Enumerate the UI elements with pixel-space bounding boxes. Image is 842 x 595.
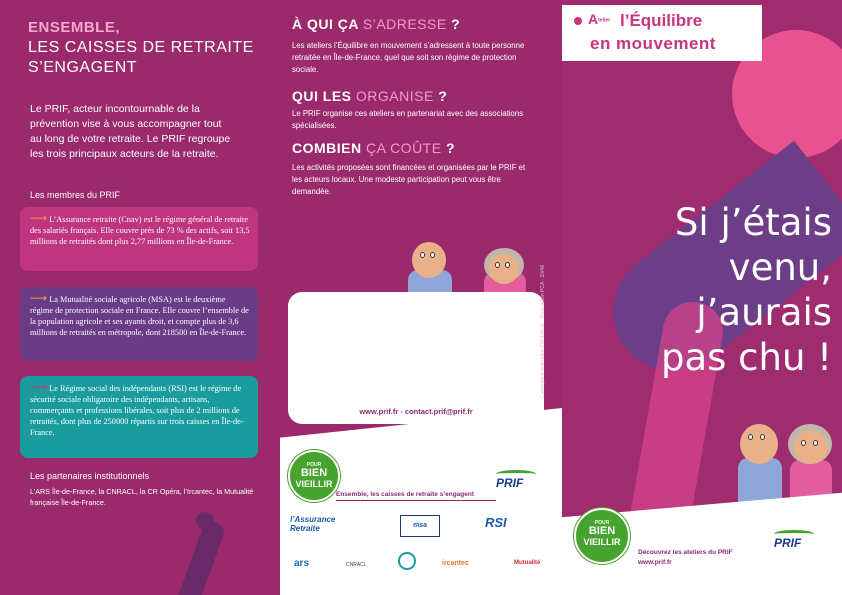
cover-pbv-logo: [574, 508, 630, 564]
pbv-bien: BIEN: [300, 467, 328, 479]
heading-cost-a: COMBIEN: [292, 140, 366, 156]
atelier-a: [588, 11, 610, 27]
msa-logo: msa: [400, 515, 440, 537]
cover-man-character: [732, 420, 788, 510]
ars-logo: ars: [294, 558, 310, 569]
heading-cost-c: ?: [441, 140, 456, 156]
man-character: [400, 240, 460, 300]
discover-line: Découvrez les ateliers du PRIF: [638, 549, 733, 556]
cover-prif-logo: [774, 530, 814, 550]
title-line1: ENSEMBLE,: [28, 19, 121, 36]
credit-line: Conception réalisation FARMAGE - Réalisation PCA - 10/48: [540, 265, 546, 398]
pbv-pour: POUR: [306, 462, 322, 468]
middle-panel: [280, 0, 562, 595]
atelier-title-block: [562, 5, 762, 61]
mutualite-logo: Mutualité: [514, 560, 541, 566]
decorative-figure: [175, 519, 226, 595]
member-text-msa: La Mutualité sociale agricole (MSA) est le deuxième régime de protection sociale en France. Elle couvre l’ensemble de la population agricole et ses ayants droit, et compte plus de 3,6 millions de retraités en métropole, dont 218500 en Île-de-France.: [30, 295, 249, 337]
cover-pbv-pour: POUR: [594, 520, 610, 526]
member-text-cnav: L’Assurance retraite (Cnav) est le régime général de retraite des salariés français. Elle couvre près de 73 % des actifs, soit 13,5 millions de retraités dont plus 2,77 millions en Île-de-France.: [30, 215, 250, 246]
text-organiser: Le PRIF organise ces ateliers en partenariat avec des associations spécialisées.: [292, 109, 523, 130]
heading-who: [292, 16, 460, 32]
heading-cost: [292, 140, 455, 156]
cover-panel: [562, 0, 842, 595]
cover-pbv-vieillir: VIEILLIR: [583, 537, 621, 547]
member-box-msa: [20, 287, 258, 361]
partners-heading: Les partenaires institutionnels: [30, 471, 150, 481]
cnracl-logo: CNRACL: [346, 562, 367, 568]
heading-org-b: ORGANISE: [355, 88, 434, 104]
slogan: [592, 200, 832, 380]
slogan-line4: pas chu !: [660, 336, 832, 379]
discover-url[interactable]: www.prif.fr: [638, 559, 672, 566]
cover-pbv-bien: BIEN: [588, 525, 616, 537]
discover-text: [638, 548, 733, 568]
address-box: [288, 292, 544, 424]
rsi-logo: RSI: [485, 515, 507, 530]
slogan-line3: j’aurais: [696, 291, 832, 334]
atelier-letter: A: [588, 11, 599, 27]
arrow-icon: ⟶: [30, 291, 48, 305]
heading-who-c: ?: [446, 16, 461, 32]
panel1-title: [28, 18, 268, 78]
tagline-rule: [336, 500, 496, 501]
slogan-line1: Si j’étais: [674, 201, 832, 244]
heading-org-a: QUI LES: [292, 88, 356, 104]
members-heading: Les membres du PRIF: [30, 190, 121, 200]
text-who: Les ateliers l’Équilibre en mouvement s’adressent à toute personne retraitée en Île-de-France, quel que soit son régime de protection sociale.: [292, 41, 525, 74]
assurance-retraite-logo: l’Assurance Retraite: [290, 515, 336, 533]
slogan-line2: venu,: [728, 246, 832, 289]
title-equilibre: l’Équilibre: [620, 11, 703, 30]
heading-cost-b: ÇA COÛTE: [366, 140, 442, 156]
arrow-icon: ⟶: [30, 211, 48, 225]
intro-text: Le PRIF, acteur incontournable de la prévention vise à vous accompagner tout au long de votre retraite. Le PRIF regroupe les trois principaux acteurs de la retraite.: [30, 103, 231, 160]
cover-prif-text: PRIF: [774, 536, 802, 550]
partners-text: L’ARS Île-de-France, la CNRACL, la CR Opéra, l’Ircantec, la Mutualité française Île-de-France.: [30, 487, 254, 507]
pbv-vieillir: VIEILLIR: [295, 479, 333, 489]
title-line2: LES CAISSES DE RETRAITE: [28, 39, 254, 56]
member-box-cnav: [20, 207, 258, 271]
left-panel: [0, 0, 280, 595]
contact-url[interactable]: www.prif.fr - contact.prif@prif.fr: [359, 407, 473, 416]
atelier-small-text: telier: [598, 17, 611, 24]
prif-logo-text: PRIF: [496, 476, 524, 490]
member-text-rsi: Le Régime social des indépendants (RSI) est le régime de sécurité sociale obligatoire des indépendants, artisans, commerçants et professions libérales, soit plus de 2 millions de retraités, dont plus de 250000 répartis sur trois caisses en Île-de-France.: [30, 384, 244, 437]
heading-who-b: S’ADRESSE: [362, 16, 447, 32]
arrow-icon: ⟶: [30, 380, 48, 394]
heading-organiser: [292, 88, 447, 104]
ensemble-tagline: Ensemble, les caisses de retraite s’engagent: [336, 491, 475, 498]
member-box-rsi: [20, 376, 258, 458]
ircantec-logo: ircantec: [442, 560, 469, 567]
title-line3: S’ENGAGENT: [28, 59, 138, 76]
heading-who-a: À QUI ÇA: [292, 16, 363, 32]
pour-bien-vieillir-logo: [288, 450, 340, 502]
text-cost: Les activités proposées sont financées et organisées par le PRIF et les acteurs locaux. Une modeste participation peut vous être demandée.: [292, 163, 526, 196]
title-en-mouvement: en mouvement: [590, 34, 716, 53]
heading-org-c: ?: [433, 88, 448, 104]
cr-opera-logo: [398, 552, 416, 570]
prif-logo: [496, 470, 536, 490]
title-dot: [574, 17, 582, 25]
